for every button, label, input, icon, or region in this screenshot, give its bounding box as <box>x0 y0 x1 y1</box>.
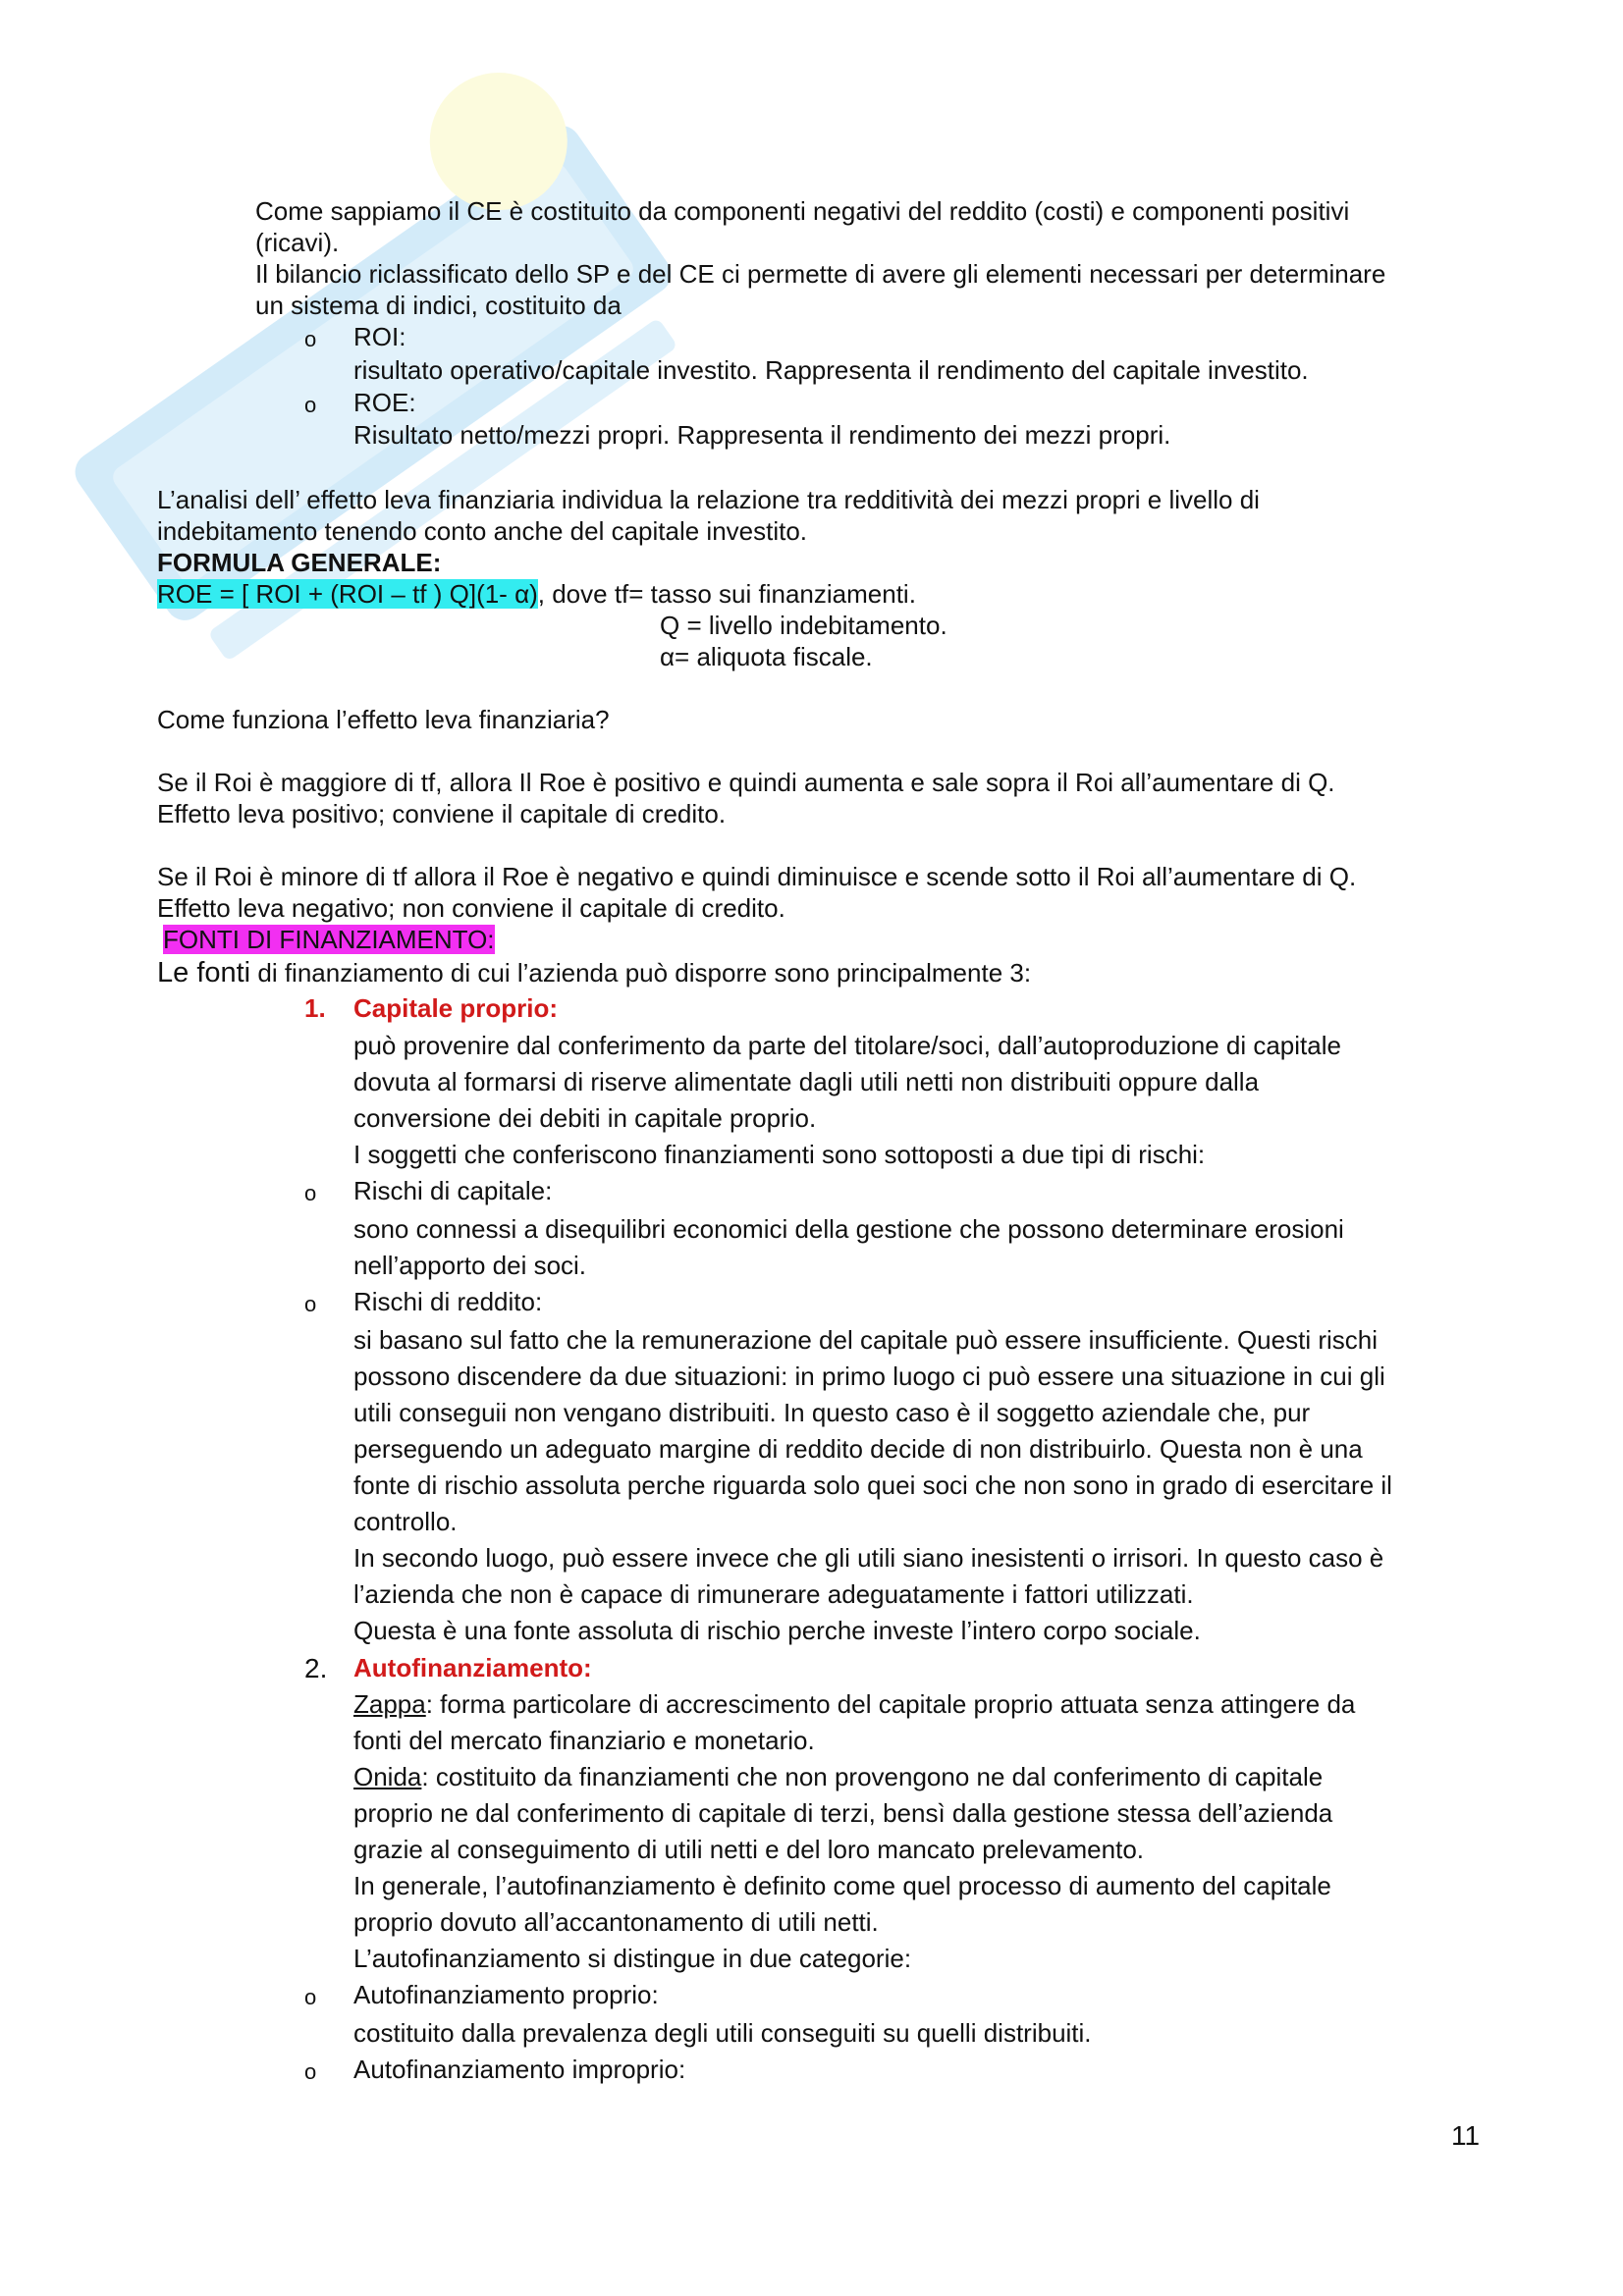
rischi-reddito-2: possono discendere da due situazioni: in primo luogo ci può essere una situazione in cui gli <box>353 1362 1385 1391</box>
cap-title: Capitale proprio: <box>353 993 559 1023</box>
roi-desc: risultato operativo/capitale investito. Rappresenta il rendimento del capitale investito. <box>353 355 1309 385</box>
cap-line-4: I soggetti che conferiscono finanziamenti sono sottoposti a due tipi di rischi: <box>353 1140 1206 1169</box>
auto-title: Autofinanziamento: <box>353 1653 592 1682</box>
leva-line-2: indebitamento tenendo conto anche del capitale investito. <box>157 516 808 546</box>
fonti-intro-lead: Le fonti <box>157 957 251 988</box>
fonti-heading-text: FONTI DI FINANZIAMENTO: <box>163 925 495 954</box>
intro-line-2: (ricavi). <box>255 228 340 257</box>
leva-negative-2: Effetto leva negativo; non conviene il capitale di credito. <box>157 893 785 923</box>
onida-line-3: grazie al conseguimento di utili netti e del loro mancato prelevamento. <box>353 1835 1145 1864</box>
intro-line-4: un sistema di indici, costituito da <box>255 291 622 320</box>
auto-proprio-desc: costituito dalla prevalenza degli utili conseguiti su quelli distribuiti. <box>353 2018 1092 2048</box>
roe-label: ROE: <box>353 388 416 417</box>
zappa-line-1 <box>353 1689 1355 1720</box>
formula-title: FORMULA GENERALE: <box>157 548 442 577</box>
intro-line-3: Il bilancio riclassificato dello SP e del CE ci permette di avere gli elementi necessari per determinare <box>255 259 1386 289</box>
bullet-roi: o <box>304 327 317 351</box>
leva-line-1: L’analisi dell’ effetto leva finanziaria individua la relazione tra redditività dei mezzi propri e livello di <box>157 485 1260 514</box>
legend-alpha: α= aliquota fiscale. <box>660 642 873 671</box>
fonti-intro-rest: di finanziamento di cui l’azienda può disporre sono principalmente 3: <box>250 958 1032 988</box>
page-number: 11 <box>1451 2120 1481 2151</box>
leva-negative-1: Se il Roi è minore di tf allora il Roe è negativo e quindi diminuisce e scende sotto il Roi all’aumentare di Q. <box>157 862 1357 891</box>
bullet-auto-proprio: o <box>304 1985 317 2009</box>
onida-line-1 <box>353 1762 1323 1792</box>
rischi-capitale-2: nell’apporto dei soci. <box>353 1251 587 1280</box>
leva-positive-1: Se il Roi è maggiore di tf, allora Il Roe è positivo e quindi aumenta e sale sopra il Roi all’aumentare di Q. <box>157 768 1335 797</box>
cap-line-3: conversione dei debiti in capitale proprio. <box>353 1103 817 1133</box>
rischi-capitale-1: sono connessi a disequilibri economici della gestione che possono determinare erosioni <box>353 1214 1344 1244</box>
generale-line-1: In generale, l’autofinanziamento è definito come quel processo di aumento del capitale <box>353 1871 1331 1900</box>
formula-highlight: ROE = [ ROI + (ROI – tf ) Q](1- α) <box>157 579 538 609</box>
legend-q: Q = livello indebitamento. <box>660 611 947 640</box>
rischi-reddito-1: si basano sul fatto che la remunerazione del capitale può essere insufficiente. Questi rischi <box>353 1325 1378 1355</box>
rischi-capitale-label: Rischi di capitale: <box>353 1176 553 1205</box>
fonti-intro <box>157 956 1031 990</box>
bullet-rischi-reddito: o <box>304 1292 317 1316</box>
leva-question: Come funziona l’effetto leva finanziaria? <box>157 705 610 734</box>
onida-text: : costituito da finanziamenti che non provengono ne dal conferimento di capitale <box>421 1762 1324 1791</box>
auto-improprio-label: Autofinanziamento improprio: <box>353 2055 686 2084</box>
generale-line-3: L’autofinanziamento si distingue in due categorie: <box>353 1944 912 1973</box>
auto-number: 2. <box>304 1653 328 1683</box>
rischi-reddito-8: l’azienda che non è capace di rimunerare adeguatamente i fattori utilizzati. <box>353 1579 1194 1609</box>
bullet-rischi-capitale: o <box>304 1181 317 1205</box>
cap-line-1: può provenire dal conferimento da parte del titolare/soci, dall’autoproduzione di capitale <box>353 1031 1341 1060</box>
zappa-line-2: fonti del mercato finanziario e monetario. <box>353 1726 815 1755</box>
rischi-reddito-7: In secondo luogo, può essere invece che gli utili siano inesistenti o irrisori. In questo caso è <box>353 1543 1384 1573</box>
formula-line <box>157 579 916 610</box>
rischi-reddito-5: fonte di rischio assoluta perche riguarda solo quei soci che non sono in grado di esercitare il <box>353 1470 1392 1500</box>
bullet-auto-improprio: o <box>304 2059 317 2084</box>
fonti-heading <box>163 925 495 955</box>
rischi-reddito-3: utili conseguii non vengano distribuiti. In questo caso è il soggetto aziendale che, pur <box>353 1398 1311 1427</box>
generale-line-2: proprio dovuto all’accantonamento di utili netti. <box>353 1907 879 1937</box>
rischi-reddito-6: controllo. <box>353 1507 458 1536</box>
leva-positive-2: Effetto leva positivo; conviene il capitale di credito. <box>157 799 727 828</box>
onida-name: Onida <box>353 1762 422 1791</box>
onida-line-2: proprio ne dal conferimento di capitale di terzi, bensì dalla gestione stessa dell’azienda <box>353 1798 1333 1828</box>
intro-line-1: Come sappiamo il CE è costituito da componenti negativi del reddito (costi) e componenti positivi <box>255 196 1350 226</box>
roi-label: ROI: <box>353 322 406 351</box>
bullet-roe: o <box>304 393 317 417</box>
zappa-text: : forma particolare di accrescimento del capitale proprio attuata senza attingere da <box>425 1689 1356 1719</box>
formula-tail: , dove tf= tasso sui finanziamenti. <box>537 579 916 609</box>
rischi-reddito-9: Questa è una fonte assoluta di rischio perche investe l’intero corpo sociale. <box>353 1616 1201 1645</box>
roe-desc: Risultato netto/mezzi propri. Rappresenta il rendimento dei mezzi propri. <box>353 420 1171 450</box>
zappa-name: Zappa <box>353 1689 426 1719</box>
cap-line-2: dovuta al formarsi di riserve alimentate dagli utili netti non distribuiti oppure dalla <box>353 1067 1260 1096</box>
auto-proprio-label: Autofinanziamento proprio: <box>353 1980 659 2009</box>
cap-number: 1. <box>304 993 326 1023</box>
rischi-reddito-4: perseguendo un adeguato margine di reddito decide di non distribuirlo. Questa non è una <box>353 1434 1363 1464</box>
rischi-reddito-label: Rischi di reddito: <box>353 1287 543 1316</box>
